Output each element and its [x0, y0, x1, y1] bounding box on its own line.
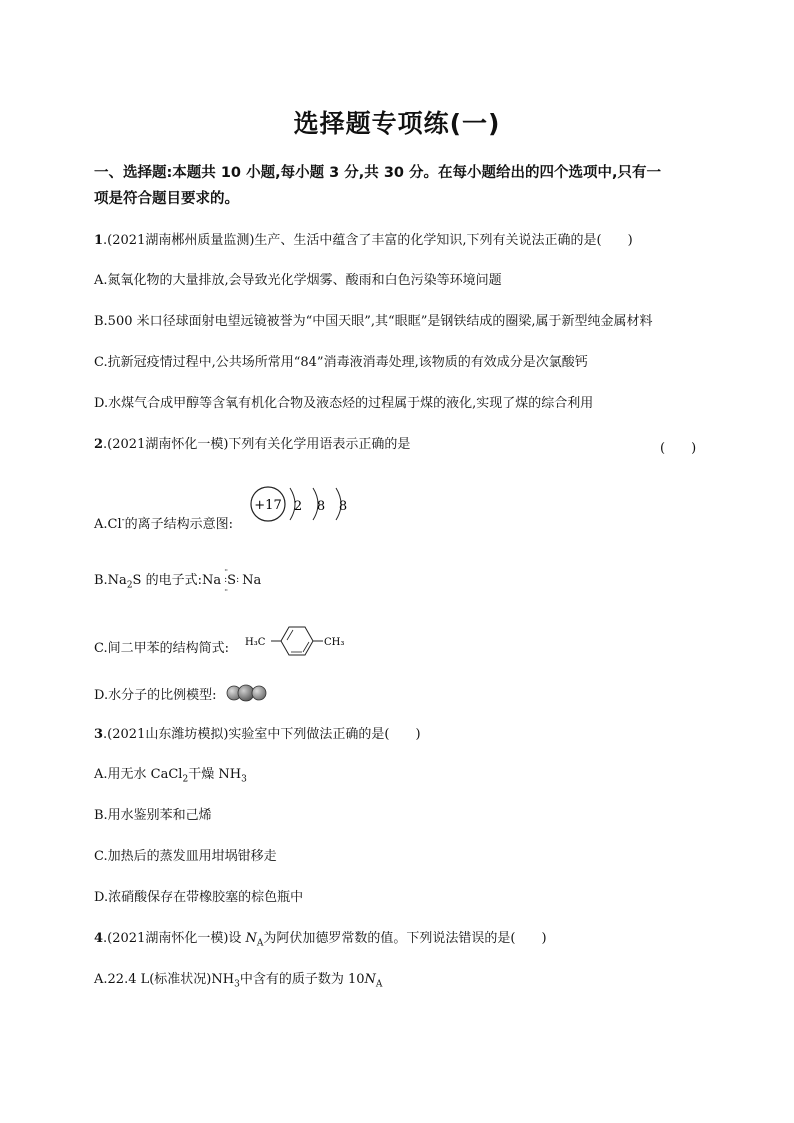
q4-n-symbol: N — [245, 931, 257, 946]
shell-electrons-1: 2 — [293, 499, 303, 514]
q2-b-sub: 2 — [126, 580, 133, 591]
q4-number: 4 — [94, 931, 104, 946]
q4-a-text2: 中含有的质子数为 10 — [239, 972, 365, 987]
m-xylene-structure — [244, 624, 352, 658]
q2-option-a — [94, 517, 233, 533]
q3-stem — [94, 727, 421, 743]
benzene-ring — [281, 627, 313, 655]
q3-option-b: B.用水鉴别苯和己烯 — [94, 808, 212, 823]
q2-b-label: B.Na — [94, 573, 127, 588]
dots-right: : — [236, 575, 240, 585]
methyl-left: H₃C — [245, 637, 266, 648]
ring-double-bond-1 — [287, 630, 293, 640]
q1-option-d: D.水煤气合成甲醇等含氧有机化合物及液态烃的过程属于煤的液化,实现了煤的综合利用 — [94, 396, 594, 411]
q2-b-formula-center: S — [227, 573, 237, 588]
q4-a-n-symbol: N — [364, 972, 376, 987]
q2-stem-text: .(2021湖南怀化一模)下列有关化学用语表示正确的是 — [103, 437, 411, 452]
nucleus-charge: +17 — [254, 498, 282, 513]
q2-b-formula-right: Na — [242, 573, 262, 588]
section-line-2: 项是符合题目要求的。 — [94, 191, 239, 207]
q4-stem-text1: .(2021湖南怀化一模)设 — [103, 931, 246, 946]
q1-number: 1 — [94, 233, 104, 248]
page-title: 选择题专项练(一) — [293, 109, 501, 138]
q4-a-text1: A.22.4 L(标准状况)NH — [94, 972, 235, 987]
q2-b-text: S 的电子式: — [132, 573, 202, 588]
q4-a-n-sub: A — [375, 979, 383, 990]
q3-a-text1: A.用无水 CaCl — [94, 767, 183, 782]
q2-number: 2 — [94, 437, 104, 452]
q1-stem-text: .(2021湖南郴州质量监测)生产、生活中蕴含了丰富的化学知识,下列有关说法正确的是( ) — [103, 233, 633, 248]
q2-stem — [94, 437, 410, 453]
shell-electrons-3: 8 — [338, 499, 348, 514]
q2-a-text: 的离子结构示意图: — [124, 517, 234, 532]
q2-b-formula-left: Na — [201, 573, 222, 588]
q3-stem-text: .(2021山东潍坊模拟)实验室中下列做法正确的是( ) — [103, 727, 421, 742]
shell-electrons-2: 8 — [316, 499, 326, 514]
water-space-filling-model — [226, 684, 268, 702]
electron-dot-formula-center — [221, 566, 242, 595]
atom-right — [252, 686, 266, 700]
q1-stem — [94, 233, 633, 249]
q2-a-label: A.Cl — [94, 517, 122, 532]
ion-structure-diagram — [246, 484, 358, 524]
q2-option-d: D.水分子的比例模型: — [94, 688, 217, 703]
q4-stem — [94, 931, 547, 947]
section-line-1: 一、选择题:本题共 10 小题,每小题 3 分,共 30 分。在每小题给出的四个选项中,只有一 — [94, 165, 662, 181]
q1-option-b: B.500 米口径球面射电望远镜被誉为“中国天眼”,其“眼眶”是钢铁结成的圈梁,属于新型纯金属材料 — [94, 314, 653, 329]
dots-bottom: ·· — [224, 586, 228, 595]
q3-option-d: D.浓硝酸保存在带橡胶塞的棕色瓶中 — [94, 890, 304, 905]
dots-top: ·· — [224, 566, 228, 575]
q2-option-c: C.间二甲苯的结构简式: — [94, 641, 229, 656]
q3-a-sub: 2 — [182, 774, 189, 785]
q3-option-a — [94, 767, 247, 783]
q2-answer-paren: ( ) — [660, 441, 697, 456]
dots-left: : — [224, 575, 228, 585]
q4-option-a — [94, 972, 382, 988]
methyl-right: CH₃ — [324, 637, 345, 648]
section-instructions — [94, 160, 704, 212]
q3-number: 3 — [94, 727, 104, 742]
q3-option-c: C.加热后的蒸发皿用坩埚钳移走 — [94, 849, 277, 864]
q3-a-sub2: 3 — [241, 774, 247, 785]
q3-a-text2: 干燥 NH — [188, 767, 242, 782]
q4-a-sub: 3 — [234, 979, 240, 990]
q2-a-sup: - — [121, 515, 125, 526]
q2-option-b — [94, 566, 262, 595]
q1-option-a: A.氮氧化物的大量排放,会导致光化学烟雾、酸雨和白色污染等环境问题 — [94, 273, 502, 288]
q1-option-c: C.抗新冠疫情过程中,公共场所常用“84”消毒液消毒处理,该物质的有效成分是次氯酸钙 — [94, 355, 588, 370]
q4-n-sub: A — [256, 938, 264, 949]
q4-stem-text2: 为阿伏加德罗常数的值。下列说法错误的是( ) — [263, 931, 547, 946]
